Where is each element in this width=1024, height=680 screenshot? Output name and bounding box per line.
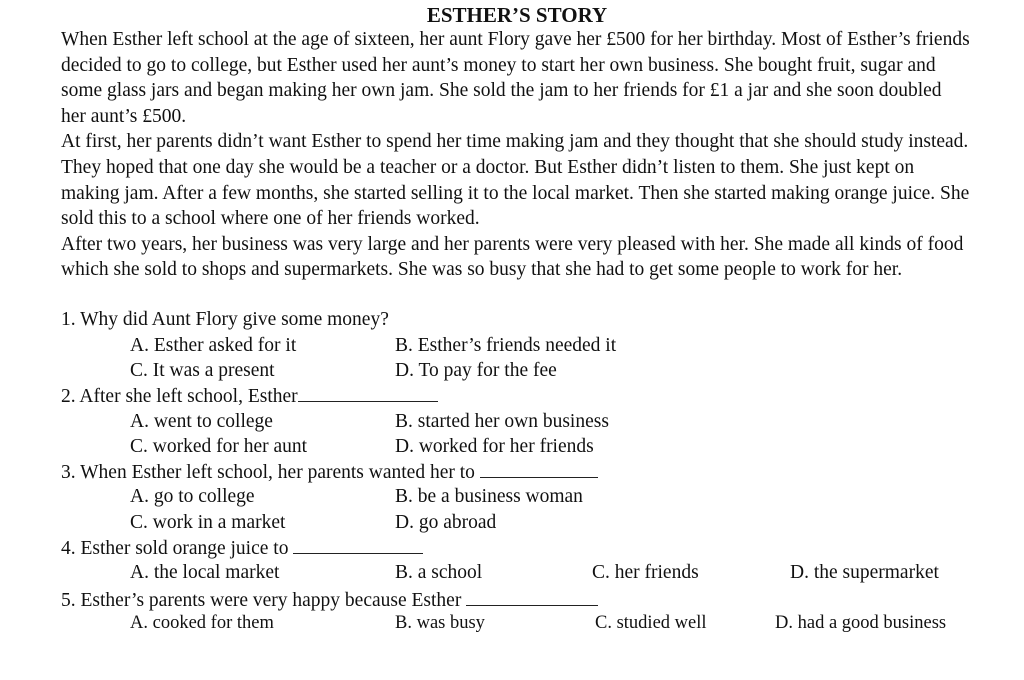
question-stem: 1. Why did Aunt Flory give some money? — [61, 309, 389, 330]
option-5d[interactable]: D. had a good business — [775, 613, 947, 633]
option-2b[interactable]: B. started her own business — [395, 411, 609, 432]
question-stem: 5. Esther’s parents were very happy because Esther — [61, 590, 462, 611]
option-2c[interactable]: C. worked for her aunt — [130, 436, 308, 457]
story-title: ESTHER’S STORY — [426, 3, 608, 27]
option-5b[interactable]: B. was busy — [395, 613, 485, 633]
option-3a[interactable]: A. go to college — [130, 486, 255, 507]
option-1a[interactable]: A. Esther asked for it — [130, 335, 297, 356]
answer-blank[interactable] — [298, 384, 438, 402]
question-2 — [61, 384, 438, 409]
option-3b[interactable]: B. be a business woman — [395, 486, 583, 507]
option-4c[interactable]: C. her friends — [592, 562, 699, 583]
option-4b[interactable]: B. a school — [395, 562, 483, 583]
question-stem: 2. After she left school, Esther — [61, 386, 298, 407]
answer-blank[interactable] — [480, 460, 598, 478]
question-stem: 3. When Esther left school, her parents wanted her to — [61, 462, 475, 483]
question-5 — [61, 588, 598, 613]
option-4a[interactable]: A. the local market — [130, 562, 280, 583]
option-5c[interactable]: C. studied well — [595, 613, 707, 633]
option-5a[interactable]: A. cooked for them — [130, 613, 274, 633]
option-4d[interactable]: D. the supermarket — [790, 562, 939, 583]
option-1c[interactable]: C. It was a present — [130, 360, 275, 381]
option-3d[interactable]: D. go abroad — [395, 512, 497, 533]
option-2a[interactable]: A. went to college — [130, 411, 273, 432]
question-1 — [61, 308, 389, 332]
question-4 — [61, 536, 423, 561]
story-text — [61, 27, 971, 283]
question-stem: 4. Esther sold orange juice to — [61, 538, 289, 559]
question-3 — [61, 460, 598, 485]
option-1d[interactable]: D. To pay for the fee — [395, 360, 557, 381]
story-paragraph: When Esther left school at the age of sixteen, her aunt Flory gave her £500 for her birthday. Most of Esther’s friends decided to go to college, but Esther used her aunt’s money to start her own business. She bought fruit, sugar and some glass jars and began making her own jam. She sold the jam to her friends for £1 a jar and she soon doubled her aunt’s £500. — [61, 29, 970, 127]
answer-blank[interactable] — [293, 536, 423, 554]
option-1b[interactable]: B. Esther’s friends needed it — [395, 335, 617, 356]
story-paragraph: At first, her parents didn’t want Esther to spend her time making jam and they thought that she should study instead. They hoped that one day she would be a teacher or a doctor. But Esther didn’t listen to them. She just kept on making jam. After a few months, she started selling it to the local market. Then she started making orange juice. She sold this to a school where one of her friends worked. — [61, 131, 970, 230]
option-2d[interactable]: D. worked for her friends — [395, 436, 594, 457]
answer-blank[interactable] — [466, 588, 598, 606]
option-3c[interactable]: C. work in a market — [130, 512, 286, 533]
story-paragraph: After two years, her business was very large and her parents were very pleased with her. She made all kinds of food which she sold to shops and supermarkets. She was so busy that she had to get some people to work for her. — [61, 233, 964, 281]
